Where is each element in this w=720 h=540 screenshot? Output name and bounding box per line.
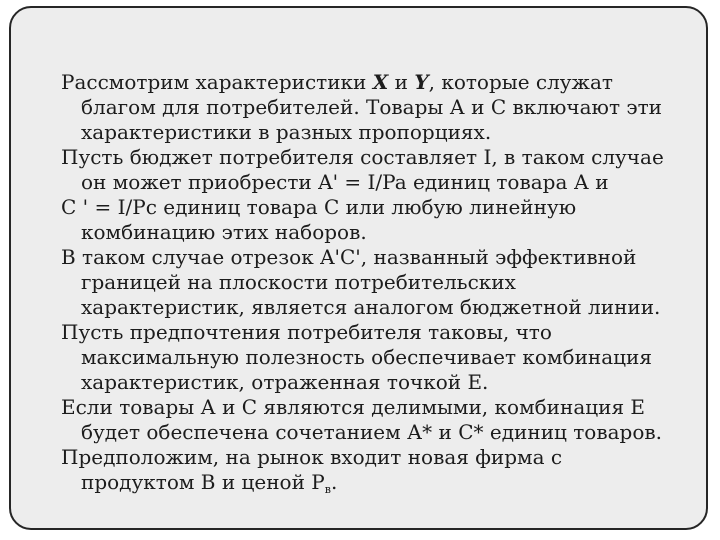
text-line: характеристик, является аналогом бюджетной линии. <box>81 295 661 319</box>
text-line: Предположим, на рынок входит новая фирма с <box>61 445 563 469</box>
paragraph-budget <box>61 145 691 195</box>
paragraph-characteristics <box>61 70 691 145</box>
text-line: Если товары А и С являются делимыми, комбинация Е <box>61 395 646 419</box>
text-line: характеристики в разных пропорциях. <box>81 120 492 144</box>
variable-y: Y <box>414 70 429 94</box>
text-line: комбинацию этих наборов. <box>81 220 367 244</box>
text-line: В таком случае отрезок A'C', названный эффективной <box>61 245 637 269</box>
slide-text <box>61 70 691 502</box>
text-line: характеристик, отраженная точкой Е. <box>81 370 489 394</box>
text-line: продуктом В и ценой $Р_в$. <box>81 470 338 496</box>
paragraph-efficient-frontier <box>61 245 691 320</box>
text-line: будет обеспечена сочетанием А* и С* единиц товаров. <box>81 420 662 444</box>
variable-x: X <box>372 70 389 94</box>
text-line: он может приобрести A' = I/Pa единиц товара А и <box>81 170 609 194</box>
slide-panel <box>9 6 708 530</box>
paragraph-preferences <box>61 320 691 395</box>
paragraph-divisible-goods <box>61 395 691 445</box>
text-line: Рассмотрим характеристики X и Y, которые служат <box>61 70 613 94</box>
text-line: благом для потребителей. Товары А и С включают эти <box>81 95 662 119</box>
text-line: границей на плоскости потребительских <box>81 270 516 294</box>
text-line: максимальную полезность обеспечивает комбинация <box>81 345 652 369</box>
text-line: Пусть бюджет потребителя составляет I, в таком случае <box>61 145 664 169</box>
paragraph-good-c <box>61 195 691 245</box>
text-line: Пусть предпочтения потребителя таковы, что <box>61 320 552 344</box>
paragraph-new-firm <box>61 445 691 502</box>
text-line: С ' = I/Pc единиц товара С или любую линейную <box>61 195 577 219</box>
price-subscript: в <box>324 483 331 496</box>
